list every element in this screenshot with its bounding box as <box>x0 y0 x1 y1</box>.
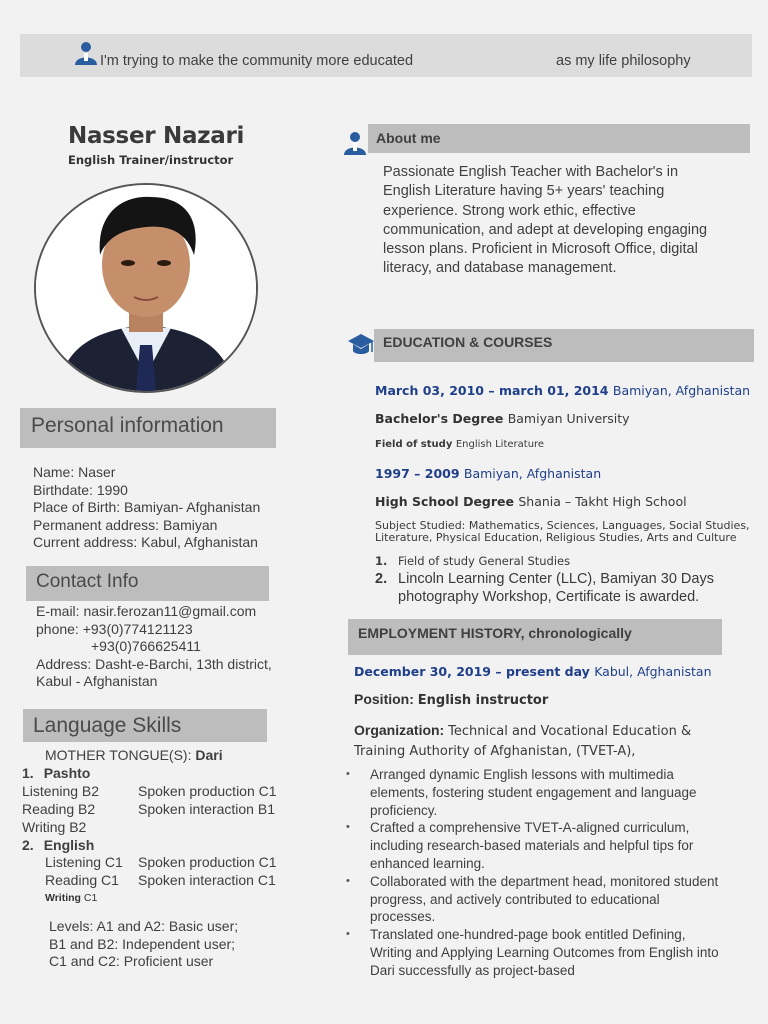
language-heading: Language Skills <box>33 714 182 737</box>
person-icon <box>342 130 368 156</box>
course-item <box>375 570 755 606</box>
courses-list <box>375 554 755 611</box>
levels-line-1: Levels: A1 and A2: Basic user; <box>49 918 239 934</box>
lang2-writing-label: Writing <box>45 892 81 904</box>
address-text: Address: Dasht-e-Barchi, 13th district, <box>36 655 272 672</box>
candidate-name: Nasser Nazari <box>68 123 245 149</box>
lang2-number: 2. <box>22 837 34 853</box>
personal-info-heading: Personal information <box>31 414 224 437</box>
lang1-name: Pashto <box>43 765 91 781</box>
course-text: Field of study General Studies <box>398 554 571 568</box>
lang1-reading: Reading B2 <box>22 801 96 817</box>
course-number: 1. <box>375 554 388 568</box>
personal-info-list <box>33 464 283 552</box>
edu2-degree: High School Degree <box>375 494 519 509</box>
contact-heading: Contact Info <box>36 571 139 592</box>
edu2-date-line <box>375 466 601 481</box>
edu1-date: March 03, 2010 – march 01, 2014 <box>375 383 613 398</box>
duty-item: • Translated one-hundred-page book entitled Defining, Writing and Applying Learning Outcomes from English into Dari successfully as project-based <box>346 926 726 979</box>
contact-list <box>36 603 286 691</box>
profile-photo <box>34 183 258 393</box>
course-number: 2. <box>375 571 388 587</box>
employment-heading: EMPLOYMENT HISTORY, chronologically <box>358 625 632 641</box>
job-date-line <box>354 664 712 679</box>
candidate-title: English Trainer/instructor <box>68 153 234 167</box>
personal-line: Name: Naser <box>33 464 116 480</box>
edu1-degree: Bachelor's Degree <box>375 411 508 426</box>
duty-item: • Arranged dynamic English lessons with multimedia elements, fostering student engagement and language proficiency. <box>346 766 726 819</box>
edu1-field-label: Field of study <box>375 439 456 450</box>
personal-line: Current address: Kabul, Afghanistan <box>33 534 258 551</box>
address-text-2: Kabul - Afghanistan <box>36 673 158 690</box>
about-text: Passionate English Teacher with Bachelor's in English Literature having 5+ years' teaching experience. Strong work ethic, effective communication, and adept at developing engaging lesson plans. Proficient in Microsoft Office, digital literacy, and database management. <box>383 164 708 277</box>
edu2-subjects: Subject Studied: Mathematics, Sciences, Languages, Social Studies, Literature, Physical Education, Religious Studies, Arts and Culture <box>375 519 750 544</box>
edu1-degree-line <box>375 411 630 426</box>
lang2-writing-level: C1 <box>80 892 98 904</box>
edu2-date: 1997 – 2009 <box>375 466 464 481</box>
course-item <box>375 554 755 570</box>
about-heading: About me <box>376 130 441 146</box>
lang1-number: 1. <box>22 765 34 781</box>
lang2-spoken-interaction: Spoken interaction C1 <box>138 872 276 888</box>
mother-tongue-value: Dari <box>195 747 223 763</box>
job-date: December 30, 2019 – present day <box>354 664 595 679</box>
phone-text: phone: +93(0)774121123 <box>36 620 193 637</box>
edu2-place: Bamiyan, Afghanistan <box>463 466 602 481</box>
graduation-cap-icon <box>347 331 375 359</box>
email-text: E-mail: nasir.ferozan11@gmail.com <box>36 603 257 619</box>
course-text: Lincoln Learning Center (LLC), Bamiyan 30 Days photography Workshop, Certificate is awarded. <box>398 571 714 605</box>
duty-item: • Crafted a comprehensive TVET-A-aligned curriculum, including research-based materials and helpful tips for enhanced learning. <box>346 819 726 872</box>
personal-line: Permanent address: Bamiyan <box>33 516 218 533</box>
levels-line-3: C1 and C2: Proficient user <box>49 953 214 969</box>
job-place: Kabul, Afghanistan <box>594 664 712 679</box>
personal-line: Place of Birth: Bamiyan- Afghanistan <box>33 499 261 516</box>
lang1-spoken-production: Spoken production C1 <box>138 783 277 799</box>
organization-value: Technical and Vocational Education & Training Authority of Afghanistan, (TVET-A), <box>354 724 692 759</box>
job-duties-list <box>346 766 726 980</box>
job-position-line <box>354 691 548 708</box>
edu1-place: Bamiyan, Afghanistan <box>612 383 751 398</box>
lang1-spoken-interaction: Spoken interaction B1 <box>138 801 275 817</box>
organization-label: Organization: <box>354 722 449 738</box>
lang1-writing: Writing B2 <box>22 819 87 835</box>
position-value: English instructor <box>417 693 549 708</box>
lang1-listening: Listening B2 <box>22 783 100 799</box>
edu1-school: Bamiyan University <box>507 411 630 426</box>
philosophy-quote-end: as my life philosophy <box>556 53 691 69</box>
edu1-field: English Literature <box>455 439 545 450</box>
lang2-spoken-production: Spoken production C1 <box>138 854 277 870</box>
edu2-degree-line <box>375 494 687 509</box>
lang2-writing <box>45 892 97 904</box>
lang1-title <box>22 765 90 783</box>
duty-item: • Collaborated with the department head, monitored student progress, and actively contributed to educational processes. <box>346 873 726 926</box>
personal-line: Birthdate: 1990 <box>33 481 128 498</box>
edu1-date-line <box>375 383 750 398</box>
levels-line-2: B1 and B2: Independent user; <box>49 936 236 952</box>
person-icon <box>73 40 99 66</box>
philosophy-quote: I'm trying to make the community more educated <box>100 53 414 69</box>
mother-tongue <box>45 747 223 765</box>
lang2-title <box>22 837 94 855</box>
lang2-listening: Listening C1 <box>45 854 123 870</box>
job-organization <box>354 720 734 762</box>
lang2-name: English <box>43 837 95 853</box>
phone-text-2: +93(0)766625411 <box>91 638 201 655</box>
mother-tongue-label: MOTHER TONGUE(S): <box>45 747 196 763</box>
education-heading: EDUCATION & COURSES <box>383 334 553 350</box>
edu1-field-line <box>375 439 544 450</box>
lang2-reading: Reading C1 <box>45 872 119 888</box>
position-label: Position: <box>354 691 418 707</box>
edu2-school: Shania – Takht High School <box>518 494 687 509</box>
